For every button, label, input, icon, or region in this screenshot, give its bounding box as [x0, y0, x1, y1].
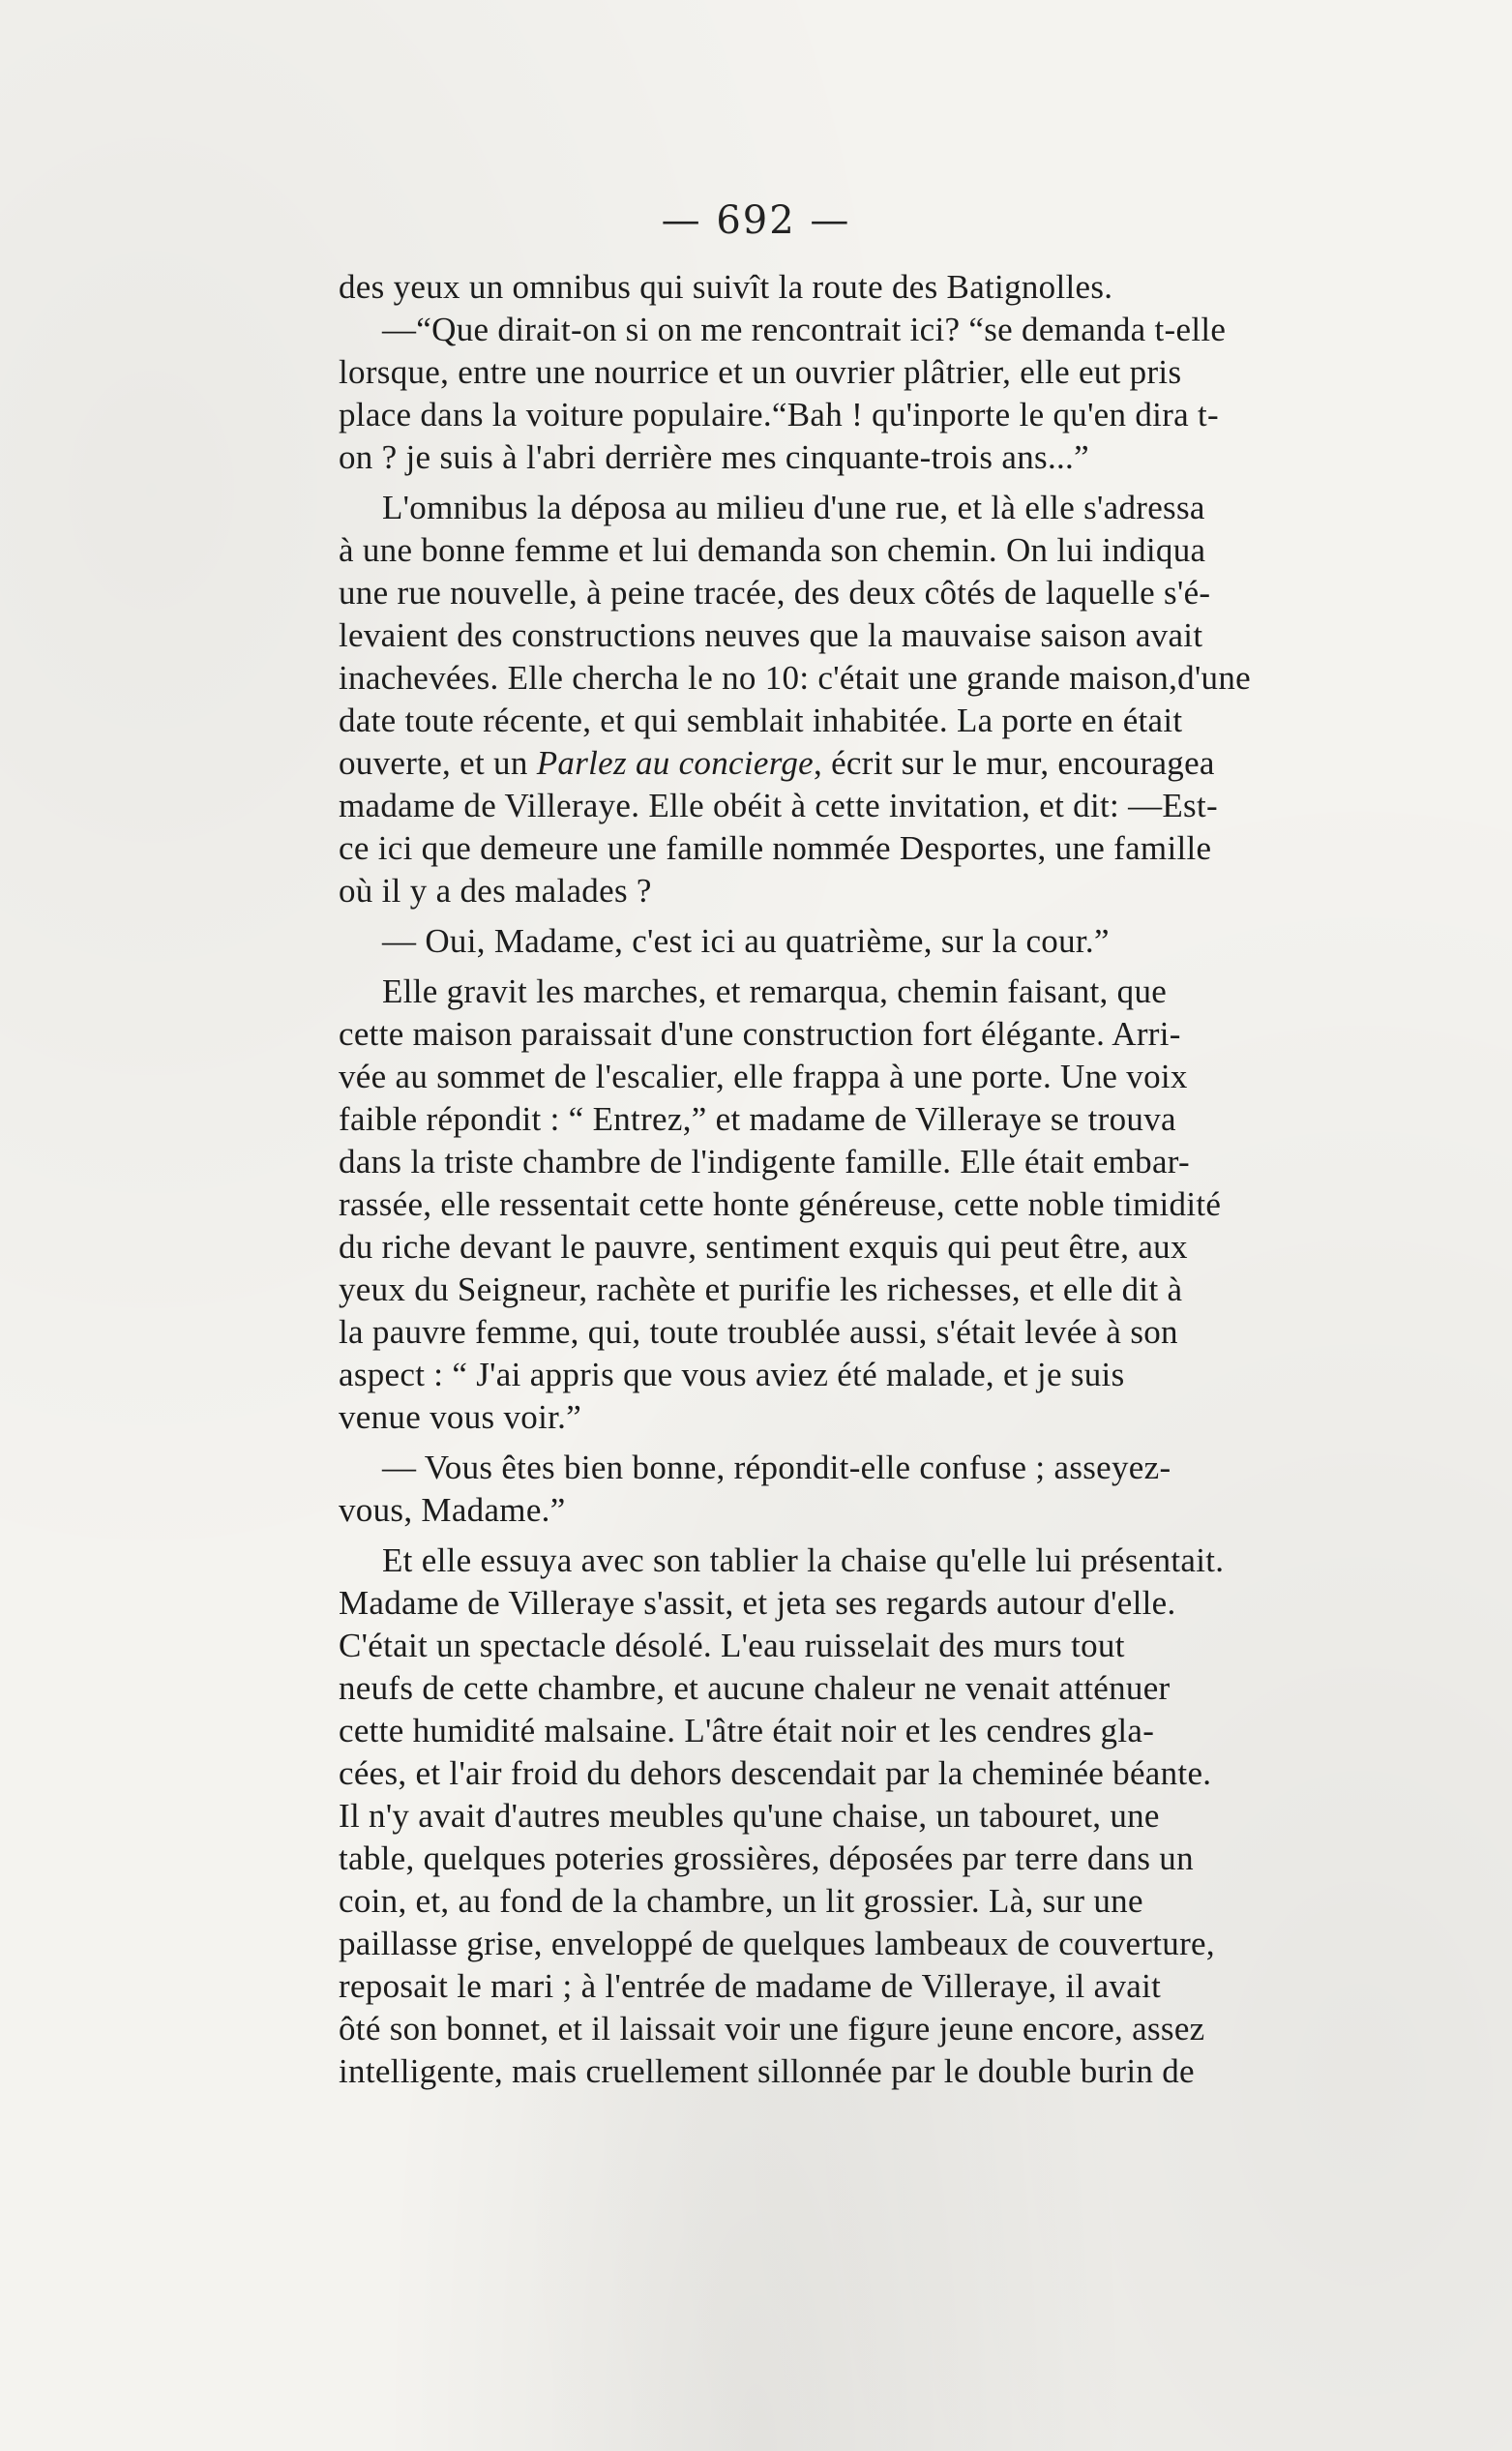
text-line: vous, Madame.” — [339, 1491, 566, 1529]
text-line: vée au sommet de l'escalier, elle frappa à une porte. Une voix — [339, 1058, 1188, 1095]
italic-phrase: Parlez au concierge — [536, 744, 814, 782]
text-line: lorsque, entre une nourrice et un ouvrier plâtrier, elle eut pris — [339, 353, 1182, 391]
text-line: faible répondit : “ Entrez,” et madame de Villeraye se trouva — [339, 1100, 1176, 1138]
text-line: L'omnibus la déposa au milieu d'une rue, et là elle s'adressa — [382, 489, 1205, 526]
text-line: ôté son bonnet, et il laissait voir une figure jeune encore, assez — [339, 2010, 1205, 2047]
text-line: paillasse grise, enveloppé de quelques lambeaux de couverture, — [339, 1925, 1215, 1962]
text-line: où il y a des malades ? — [339, 872, 652, 910]
text-line: inachevées. Elle chercha le no 10: c'était une grande maison,d'une — [339, 659, 1251, 697]
text-line: Madame de Villeraye s'assit, et jeta ses regards autour d'elle. — [339, 1584, 1176, 1622]
text-line: Et elle essuya avec son tablier la chaise qu'elle lui présentait. — [382, 1541, 1225, 1579]
text-line: place dans la voiture populaire.“Bah ! qu'inporte le qu'en dira t- — [339, 396, 1220, 433]
text-line: Il n'y avait d'autres meubles qu'une chaise, un tabouret, une — [339, 1797, 1160, 1835]
text-line: venue vous voir.” — [339, 1398, 582, 1436]
page-number: — 692 — — [661, 198, 851, 243]
text-line: aspect : “ J'ai appris que vous aviez été malade, et je suis — [339, 1356, 1125, 1393]
text-line: reposait le mari ; à l'entrée de madame de Villeraye, il avait — [339, 1967, 1162, 2005]
text-line: yeux du Seigneur, rachète et purifie les richesses, et elle dit à — [339, 1270, 1183, 1308]
text-line: du riche devant le pauvre, sentiment exquis qui peut être, aux — [339, 1228, 1188, 1266]
text-line: Elle gravit les marches, et remarqua, chemin faisant, que — [382, 972, 1168, 1010]
text-line: neufs de cette chambre, et aucune chaleur ne venait atténuer — [339, 1669, 1171, 1707]
text-line: coin, et, au fond de la chambre, un lit grossier. Là, sur une — [339, 1882, 1143, 1920]
text-line: on ? je suis à l'abri derrière mes cinquante-trois ans...” — [339, 438, 1089, 476]
text-line: madame de Villeraye. Elle obéit à cette invitation, et dit: —Est- — [339, 787, 1218, 824]
text-line: à une bonne femme et lui demanda son chemin. On lui indiqua — [339, 531, 1206, 569]
text-line: rassée, elle ressentait cette honte généreuse, cette noble timidité — [339, 1185, 1222, 1223]
text-line: cées, et l'air froid du dehors descendait par la cheminée béante. — [339, 1754, 1212, 1792]
text-line: — Vous êtes bien bonne, répondit-elle confuse ; asseyez- — [382, 1449, 1171, 1486]
text-line: la pauvre femme, qui, toute troublée aussi, s'était levée à son — [339, 1313, 1178, 1351]
text-line: table, quelques poteries grossières, déposées par terre dans un — [339, 1839, 1194, 1877]
text-line: cette maison paraissait d'une construction fort élégante. Arri- — [339, 1015, 1181, 1053]
text-line: ouverte, et un Parlez au concierge, écrit sur le mur, encouragea — [339, 744, 1215, 782]
text-line: des yeux un omnibus qui suivît la route des Batignolles. — [339, 268, 1113, 306]
text-line: date toute récente, et qui semblait inhabitée. La porte en était — [339, 702, 1183, 739]
text-line: — Oui, Madame, c'est ici au quatrième, sur la cour.” — [382, 922, 1110, 960]
text-line: cette humidité malsaine. L'âtre était noir et les cendres gla- — [339, 1712, 1155, 1749]
body-text — [339, 266, 1437, 2093]
text-line: dans la triste chambre de l'indigente famille. Elle était embar- — [339, 1143, 1191, 1181]
text-line: C'était un spectacle désolé. L'eau ruisselait des murs tout — [339, 1627, 1125, 1664]
text-line: intelligente, mais cruellement sillonnée par le double burin de — [339, 2052, 1195, 2090]
text-line: levaient des constructions neuves que la mauvaise saison avait — [339, 616, 1203, 654]
text-line: ce ici que demeure une famille nommée Desportes, une famille — [339, 829, 1212, 867]
text-line: une rue nouvelle, à peine tracée, des deux côtés de laquelle s'é- — [339, 574, 1211, 612]
text-line: —“Que dirait-on si on me rencontrait ici? “se demanda t-elle — [382, 311, 1227, 348]
